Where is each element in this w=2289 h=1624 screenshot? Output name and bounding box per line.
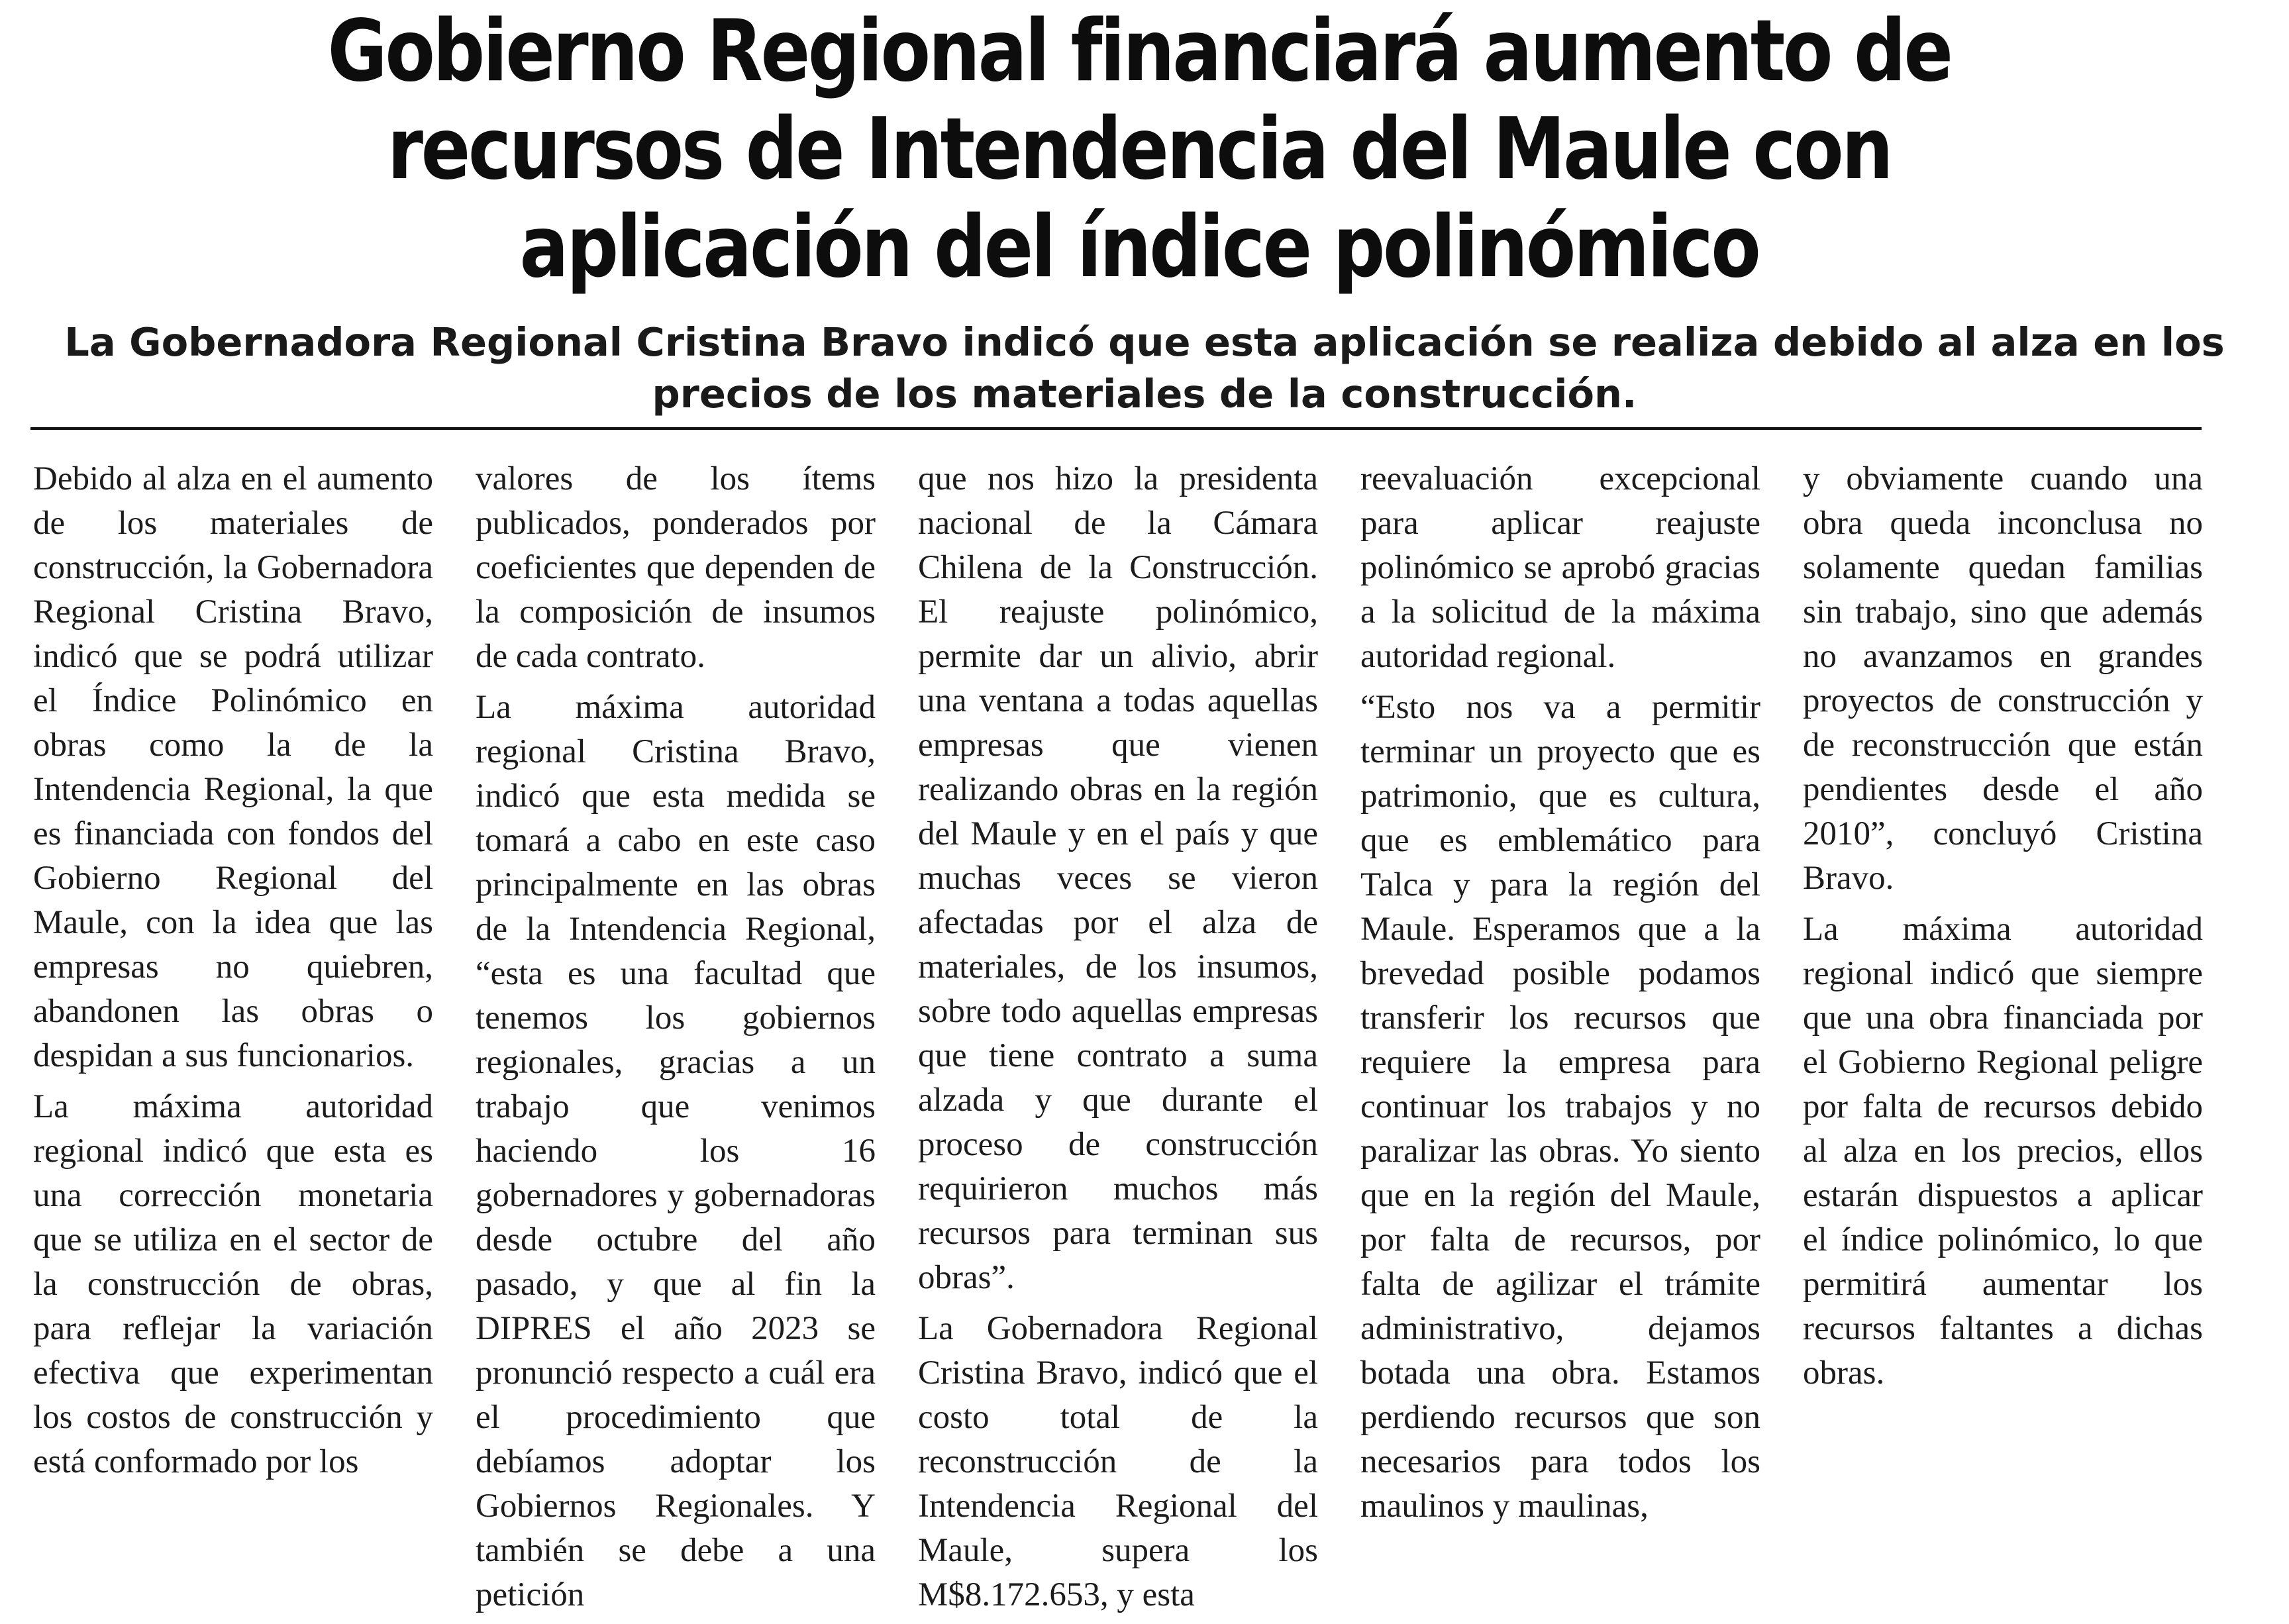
paragraph: La máxima autoridad regional indicó que siempre que una obra financiada por el Gobierno Regional peligre por falta de recursos debido al alza en los precios, ellos estarán dispuestos a aplicar el índice polinómico, lo que permitirá aumentar los recursos faltantes a dichas obras. [1803,911,2203,1392]
paragraph: La máxima autoridad regional Cristina Bravo, indicó que esta medida se tomará a cabo en este caso principalmente en las obras de la Intendencia Regional, “esta es una facultad que tenemos los gobiernos regionales, gracias a un trabajo que venimos haciendo los 16 gobernadores y gobernadoras desde octubre del año pasado, y que al fin la DIPRES el año 2023 se pronunció respecto a cuál era el procedimiento que debíamos adoptar los Gobiernos Regionales. Y también se debe a una petición [476,689,876,1613]
article-subtitle: La Gobernadora Regional Cristina Bravo indicó que esta aplicación se realiza debido al alza en los precios de los materiales de la construcción. [64,319,2225,417]
paragraph: reevaluación excepcional para aplicar reajuste polinómico se aprobó gracias a la solicitud de la máxima autoridad regional. [1360,460,1760,675]
paragraph: “Esto nos va a permitir terminar un proyecto que es patrimonio, que es cultura, que es emblemático para Talca y para la región del Maule. Esperamos que a la brevedad posible podamos transferir los recursos que requiere la empresa para continuar los trabajos y no paralizar las obras. Yo siento que en la región del Maule, por falta de recursos, por falta de agilizar el trámite administrativo, dejamos botada una obra. Estamos perdiendo recursos que son necesarios para todos los maulinos y maulinas, [1360,689,1760,1525]
paragraph: La máxima autoridad regional indicó que esta es una corrección monetaria que se utiliza en el sector de la construcción de obras, para reflejar la variación efectiva que experimentan los costos de construcción y está conformado por los [33,1088,433,1480]
paragraph: valores de los ítems publicados, ponderados por coeficientes que dependen de la composición de insumos de cada contrato. [476,460,876,675]
text-column-1 [33,457,433,1491]
text-column-4 [1360,457,1760,1535]
paragraph: La Gobernadora Regional Cristina Bravo, indicó que el costo total de la reconstrucción de la Intendencia Regional del Maule, supera los M$8.172.653, y esta [918,1310,1318,1613]
text-column-2 [476,457,876,1624]
text-column-5 [1803,457,2203,1402]
paragraph: Debido al alza en el aumento de los materiales de construcción, la Gobernadora Regional Cristina Bravo, indicó que se podrá utilizar el Índice Polinómico en obras como la de la Intendencia Regional, la que es financiada con fondos del Gobierno Regional del Maule, con la idea que las empresas no quiebren, abandonen las obras o despidan a sus funcionarios. [33,460,433,1074]
article-headline: Gobierno Regional financiará aumento de recursos de Intendencia del Maule con aplicación del índice polinómico [327,2,1951,297]
text-column-3 [918,457,1318,1624]
section-divider [30,427,2202,430]
paragraph: y obviamente cuando una obra queda inconclusa no solamente quedan familias sin trabajo, sino que además no avanzamos en grandes proyectos de construcción y de reconstrucción que están pendientes desde el año 2010”, concluyó Cristina Bravo. [1803,460,2203,897]
paragraph: que nos hizo la presidenta nacional de la Cámara Chilena de la Construcción. El reajuste polinómico, permite dar un alivio, abrir una ventana a todas aquellas empresas que vienen realizando obras en la región del Maule y en el país y que muchas veces se vieron afectadas por el alza de materiales, de los insumos, sobre todo aquellas empresas que tiene contrato a suma alzada y que durante el proceso de construcción requirieron muchos más recursos para terminan sus obras”. [918,460,1318,1296]
article-body [33,457,2225,1613]
